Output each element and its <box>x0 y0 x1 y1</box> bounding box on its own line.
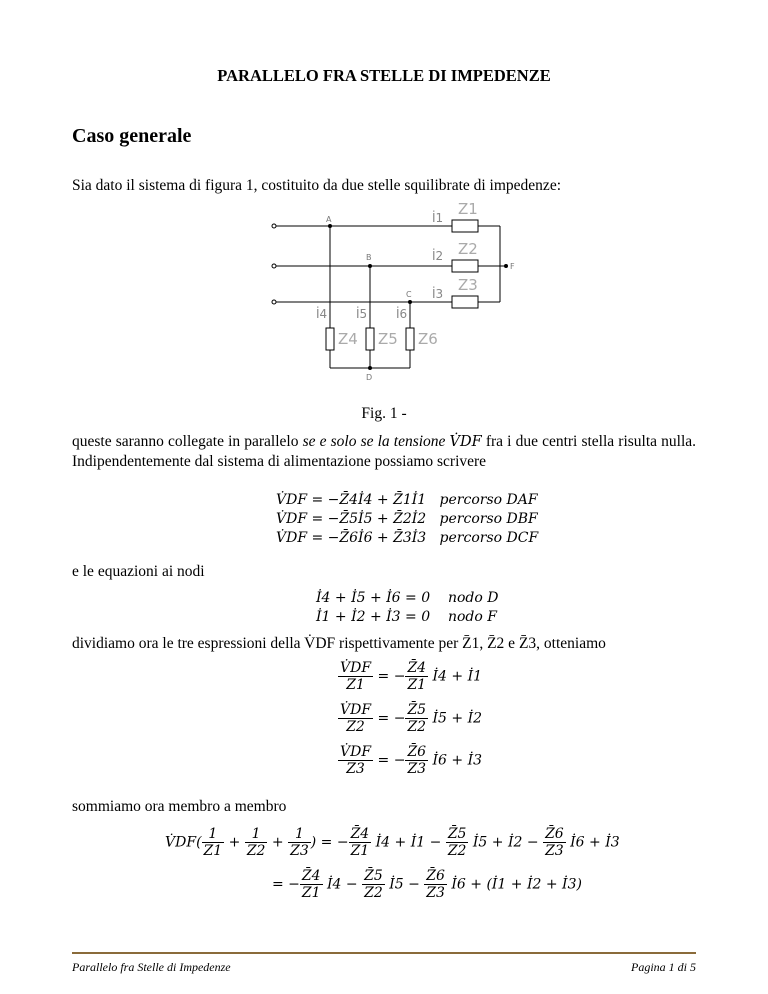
paragraph-sum: sommiamo ora membro a membro <box>72 798 287 815</box>
current-label-4: İ4 <box>316 307 328 321</box>
sum-equation-line-1: V̇DF( $\frac{1}{Z̄1}$ + $\frac{1}{Z̄2}$ + $\frac{1}{Z̄3}$ ) = − $\frac{Z̄4}{Z̄1}$ İ4 + İ1 − $\frac{Z̄5}{Z̄2}$ İ5 + İ2 − $\frac{Z̄6}{Z̄3}$ İ6 + İ3 <box>165 826 620 859</box>
voltage-symbol: V̇DF <box>449 434 482 450</box>
impedance-label-2: Z2 <box>458 240 478 258</box>
node-label-d: D <box>366 373 373 382</box>
document-title: PARALLELO FRA STELLE DI IMPEDENZE <box>217 66 551 85</box>
footer-divider <box>72 952 696 954</box>
current-label-6: İ6 <box>396 307 408 321</box>
kvl-equation-1: V̇DF = −Z̄4İ4 + Z̄1İ1 percorso DAF <box>276 492 538 508</box>
current-label-5: İ5 <box>356 307 368 321</box>
impedance-label-4: Z4 <box>338 330 358 348</box>
node-label-f: F <box>510 262 515 271</box>
kvl-equation-2: V̇DF = −Z̄5İ5 + Z̄2İ2 percorso DBF <box>276 511 538 527</box>
node-label-a: A <box>326 215 332 224</box>
node-label-c: C <box>406 290 412 299</box>
paragraph-divide: dividiamo ora le tre espressioni della V̇DF rispettivamente per Z̄1, Z̄2 e Z̄3, otteniamo <box>72 635 606 652</box>
impedance-label-1: Z1 <box>458 200 478 218</box>
paragraph-node-equations: e le equazioni ai nodi <box>72 563 205 580</box>
current-label-3: İ3 <box>432 287 444 301</box>
para2-emphasis: se e solo se la tensione <box>302 433 446 450</box>
sum-equation-line-2: = − $\frac{Z̄4}{Z̄1}$ İ4 − $\frac{Z̄5}{Z̄2}$ İ5 − $\frac{Z̄6}{Z̄3}$ İ6 + (İ1 + İ2 + İ3) <box>272 868 582 901</box>
current-label-1: İ1 <box>432 211 444 225</box>
impedance-label-3: Z3 <box>458 276 478 294</box>
section-heading: Caso generale <box>72 125 192 147</box>
impedance-label-6: Z6 <box>418 330 438 348</box>
kvl-equation-3: V̇DF = −Z̄6İ6 + Z̄3İ3 percorso DCF <box>276 530 539 546</box>
circuit-figure <box>260 198 550 414</box>
divided-equation-3: $\frac{V̇DF}{Z̄3}$ = − $\frac{Z̄6}{Z̄3}$ İ6 + İ3 <box>340 744 483 777</box>
footer-document-title: Parallelo fra Stelle di Impedenze <box>72 960 231 974</box>
impedance-label-5: Z5 <box>378 330 398 348</box>
divided-equation-1: $\frac{V̇DF}{Z̄1}$ = − $\frac{Z̄4}{Z̄1}$ İ4 + İ1 <box>340 660 483 693</box>
kcl-equation-d: İ4 + İ5 + İ6 = 0 nodo D <box>316 590 499 606</box>
node-label-b: B <box>366 253 372 262</box>
current-label-2: İ2 <box>432 249 444 263</box>
footer-page-number: Pagina 1 di 5 <box>631 960 696 974</box>
kcl-equation-f: İ1 + İ2 + İ3 = 0 nodo F <box>316 609 497 625</box>
para2-start: queste saranno collegate in parallelo <box>72 433 303 450</box>
intro-paragraph: Sia dato il sistema di figura 1, costituito da due stelle squilibrate di impedenze: <box>72 177 561 194</box>
para2-end: fra i due centri stella risulta nulla. Indipendentemente dal sistema di alimentazione possiamo scrivere <box>72 433 697 470</box>
divided-equation-2: $\frac{V̇DF}{Z̄2}$ = − $\frac{Z̄5}{Z̄2}$ İ5 + İ2 <box>340 702 483 735</box>
figure-caption: Fig. 1 - <box>361 405 407 422</box>
paragraph-parallel-condition <box>72 432 696 471</box>
